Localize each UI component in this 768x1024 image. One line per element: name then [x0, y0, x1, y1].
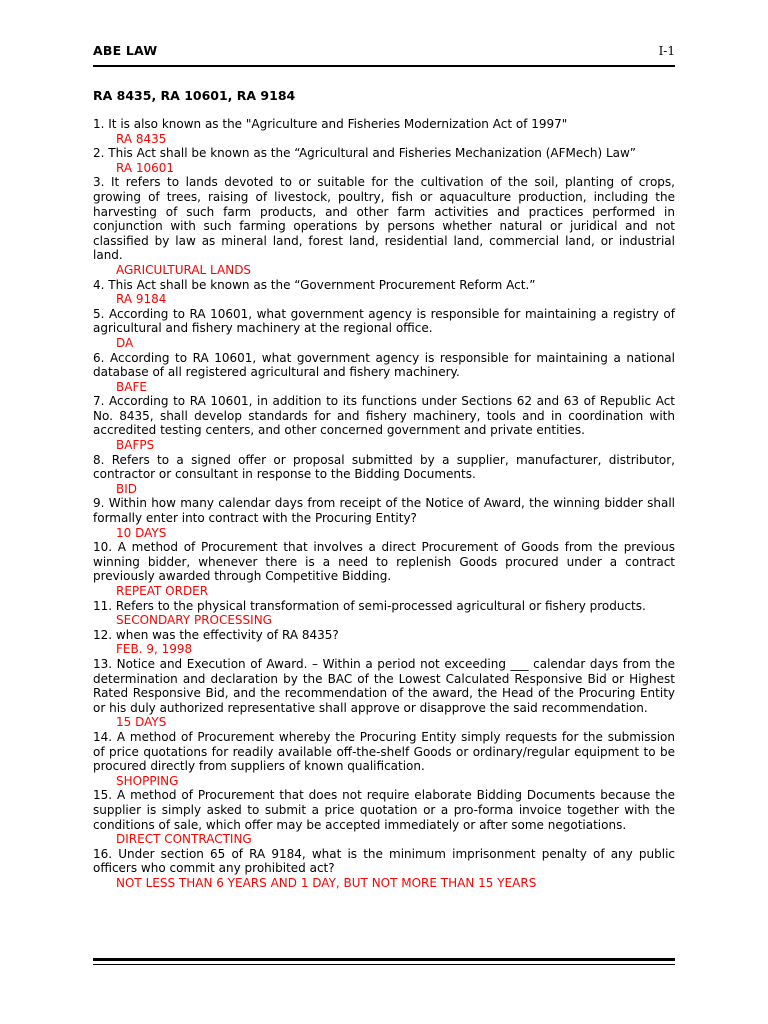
- answer-text: DIRECT CONTRACTING: [116, 832, 252, 847]
- question-text: 4. This Act shall be known as the “Government Procurement Reform Act.”: [93, 277, 536, 292]
- answer-text: SHOPPING: [116, 773, 179, 788]
- question-text: 15. A method of Procurement that does not require elaborate Bidding Documents because the supplier is simply asked to submit a price quotation or a pro-forma invoice together with the conditions of sale, which offer may be accepted immediately or after some negotiations.: [93, 788, 675, 832]
- answer-text: AGRICULTURAL LANDS: [116, 262, 252, 277]
- page-header: [93, 43, 675, 67]
- answer-text: SECONDARY PROCESSING: [116, 613, 272, 628]
- question-list: [93, 117, 675, 890]
- answer-text: RA 9184: [116, 292, 167, 307]
- document-title: RA 8435, RA 10601, RA 9184: [93, 88, 296, 103]
- question-text: 7. According to RA 10601, in addition to its functions under Sections 62 and 63 of Republic Act No. 8435, shall develop standards for and fishery machinery, tools and in coordination with accredited testing centers, and other concerned government and private entities.: [93, 394, 675, 438]
- footer-divider: [93, 958, 675, 965]
- answer-text: BID: [116, 481, 138, 496]
- answer-text: NOT LESS THAN 6 YEARS AND 1 DAY, BUT NOT MORE THAN 15 YEARS: [116, 875, 537, 890]
- question-text: 11. Refers to the physical transformation of semi-processed agricultural or fishery products.: [93, 598, 646, 613]
- answer-text: RA 8435: [116, 131, 167, 146]
- answer-text: REPEAT ORDER: [116, 584, 209, 598]
- question-text: 14. A method of Procurement whereby the Procuring Entity simply requests for the submission of price quotations for readily available off-the-shelf Goods or ordinary/regular equipment to be procured directly from suppliers of known qualification.: [93, 729, 675, 774]
- question-text: 9. Within how many calendar days from receipt of the Notice of Award, the winning bidder shall formally enter into contract with the Procuring Entity?: [93, 496, 675, 526]
- question-text: 3. It refers to lands devoted to or suitable for the cultivation of the soil, planting of crops, growing of trees, raising of livestock, poultry, fish or aquaculture production, including the harvesting of such farm products, and other farm activities and practices performed in conjunction with such farming operations by persons whether natural or juridical and not classified by law as mineral land, forest land, residential land, commercial land, or industrial land.: [93, 175, 675, 263]
- answer-text: BAFPS: [116, 438, 155, 453]
- question-text: 12. when was the effectivity of RA 8435?: [93, 627, 339, 642]
- question-text: 13. Notice and Execution of Award. – Within a period not exceeding ___ calendar days from the determination and declaration by the BAC of the Lowest Calculated Responsive Bid or Highest Rated Responsive Bid, and the recommendation of the award, the Head of the Procuring Entity or his duly authorized representative shall approve or disapprove the said recommendation.: [93, 656, 675, 715]
- question-text: 1. It is also known as the "Agriculture and Fisheries Modernization Act of 1997": [93, 117, 568, 131]
- question-text: 10. A method of Procurement that involves a direct Procurement of Goods from the previous winning bidder, whenever there is a need to replenish Goods procured under a contract previously awarded through Competitive Bidding.: [93, 540, 675, 584]
- question-text: 5. According to RA 10601, what government agency is responsible for maintaining a registry of agricultural and fishery machinery at the regional office.: [93, 306, 675, 336]
- question-text: 8. Refers to a signed offer or proposal submitted by a supplier, manufacturer, distributor, contractor or consultant in response to the Bidding Documents.: [93, 452, 675, 482]
- answer-text: BAFE: [116, 379, 147, 394]
- header-title: ABE LAW: [93, 43, 158, 58]
- answer-text: RA 10601: [116, 160, 175, 175]
- answer-text: 15 DAYS: [116, 715, 167, 730]
- question-text: 6. According to RA 10601, what government agency is responsible for maintaining a national database of all registered agricultural and fishery machinery.: [93, 350, 675, 380]
- answer-text: 10 DAYS: [116, 525, 167, 540]
- question-text: 16. Under section 65 of RA 9184, what is the minimum imprisonment penalty of any public officers who commit any prohibited act?: [93, 846, 675, 876]
- answer-text: DA: [116, 335, 134, 350]
- page-number: I-1: [658, 44, 675, 58]
- answer-text: FEB. 9, 1998: [116, 642, 193, 657]
- question-text: 2. This Act shall be known as the “Agricultural and Fisheries Mechanization (AFMech) Law”: [93, 146, 637, 161]
